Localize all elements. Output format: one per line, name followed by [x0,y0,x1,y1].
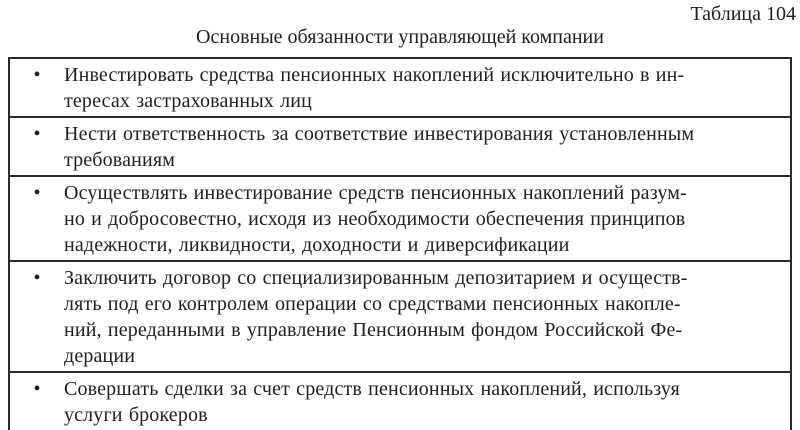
duty-row [10,262,790,373]
duty-text-line: лять под его контролем операции со средствами пенсионных накопле- [64,293,681,315]
duty-text-line: Инвестировать средства пенсионных накоплений исключительно в ин- [64,64,685,86]
duty-text [64,62,782,114]
duty-text-line: дерации [64,345,136,367]
duty-text [64,265,782,369]
duty-text [64,180,782,258]
bullet-icon: • [33,267,41,289]
duties-table [8,57,792,430]
duty-row [10,59,790,118]
bullet-icon: • [33,64,41,86]
duty-text-line: Нести ответственность за соответствие инвестирования установленным [64,123,695,145]
duty-text [64,376,782,428]
table-number-label: Таблица 104 [690,3,796,25]
duty-row [10,118,790,177]
duty-text-line: тересах застрахованных лиц [64,90,312,112]
duty-row [10,373,790,430]
duty-text-line: Осуществлять инвестирование средств пенсионных накоплений разум- [64,182,687,204]
table-title: Основные обязанности управляющей компании [196,26,604,48]
duty-text-line: Заключить договор со специализированным депозитарием и осуществ- [64,267,688,289]
duty-text-line: ний, переданными в управление Пенсионным фондом Российской Фе- [64,319,683,341]
bullet-icon: • [33,123,41,145]
duty-text-line: требованиям [64,149,176,171]
bullet-icon: • [33,378,41,400]
duty-text-line: услуги брокеров [64,404,208,426]
duty-text-line: Совершать сделки за счет средств пенсионных накоплений, используя [64,378,680,400]
bullet-icon: • [33,182,41,204]
duty-text [64,121,782,173]
duty-text-line: надежности, ликвидности, доходности и диверсификации [64,234,570,256]
duty-text-line: но и добросовестно, исходя из необходимости обеспечения принципов [64,208,686,230]
duty-row [10,177,790,262]
